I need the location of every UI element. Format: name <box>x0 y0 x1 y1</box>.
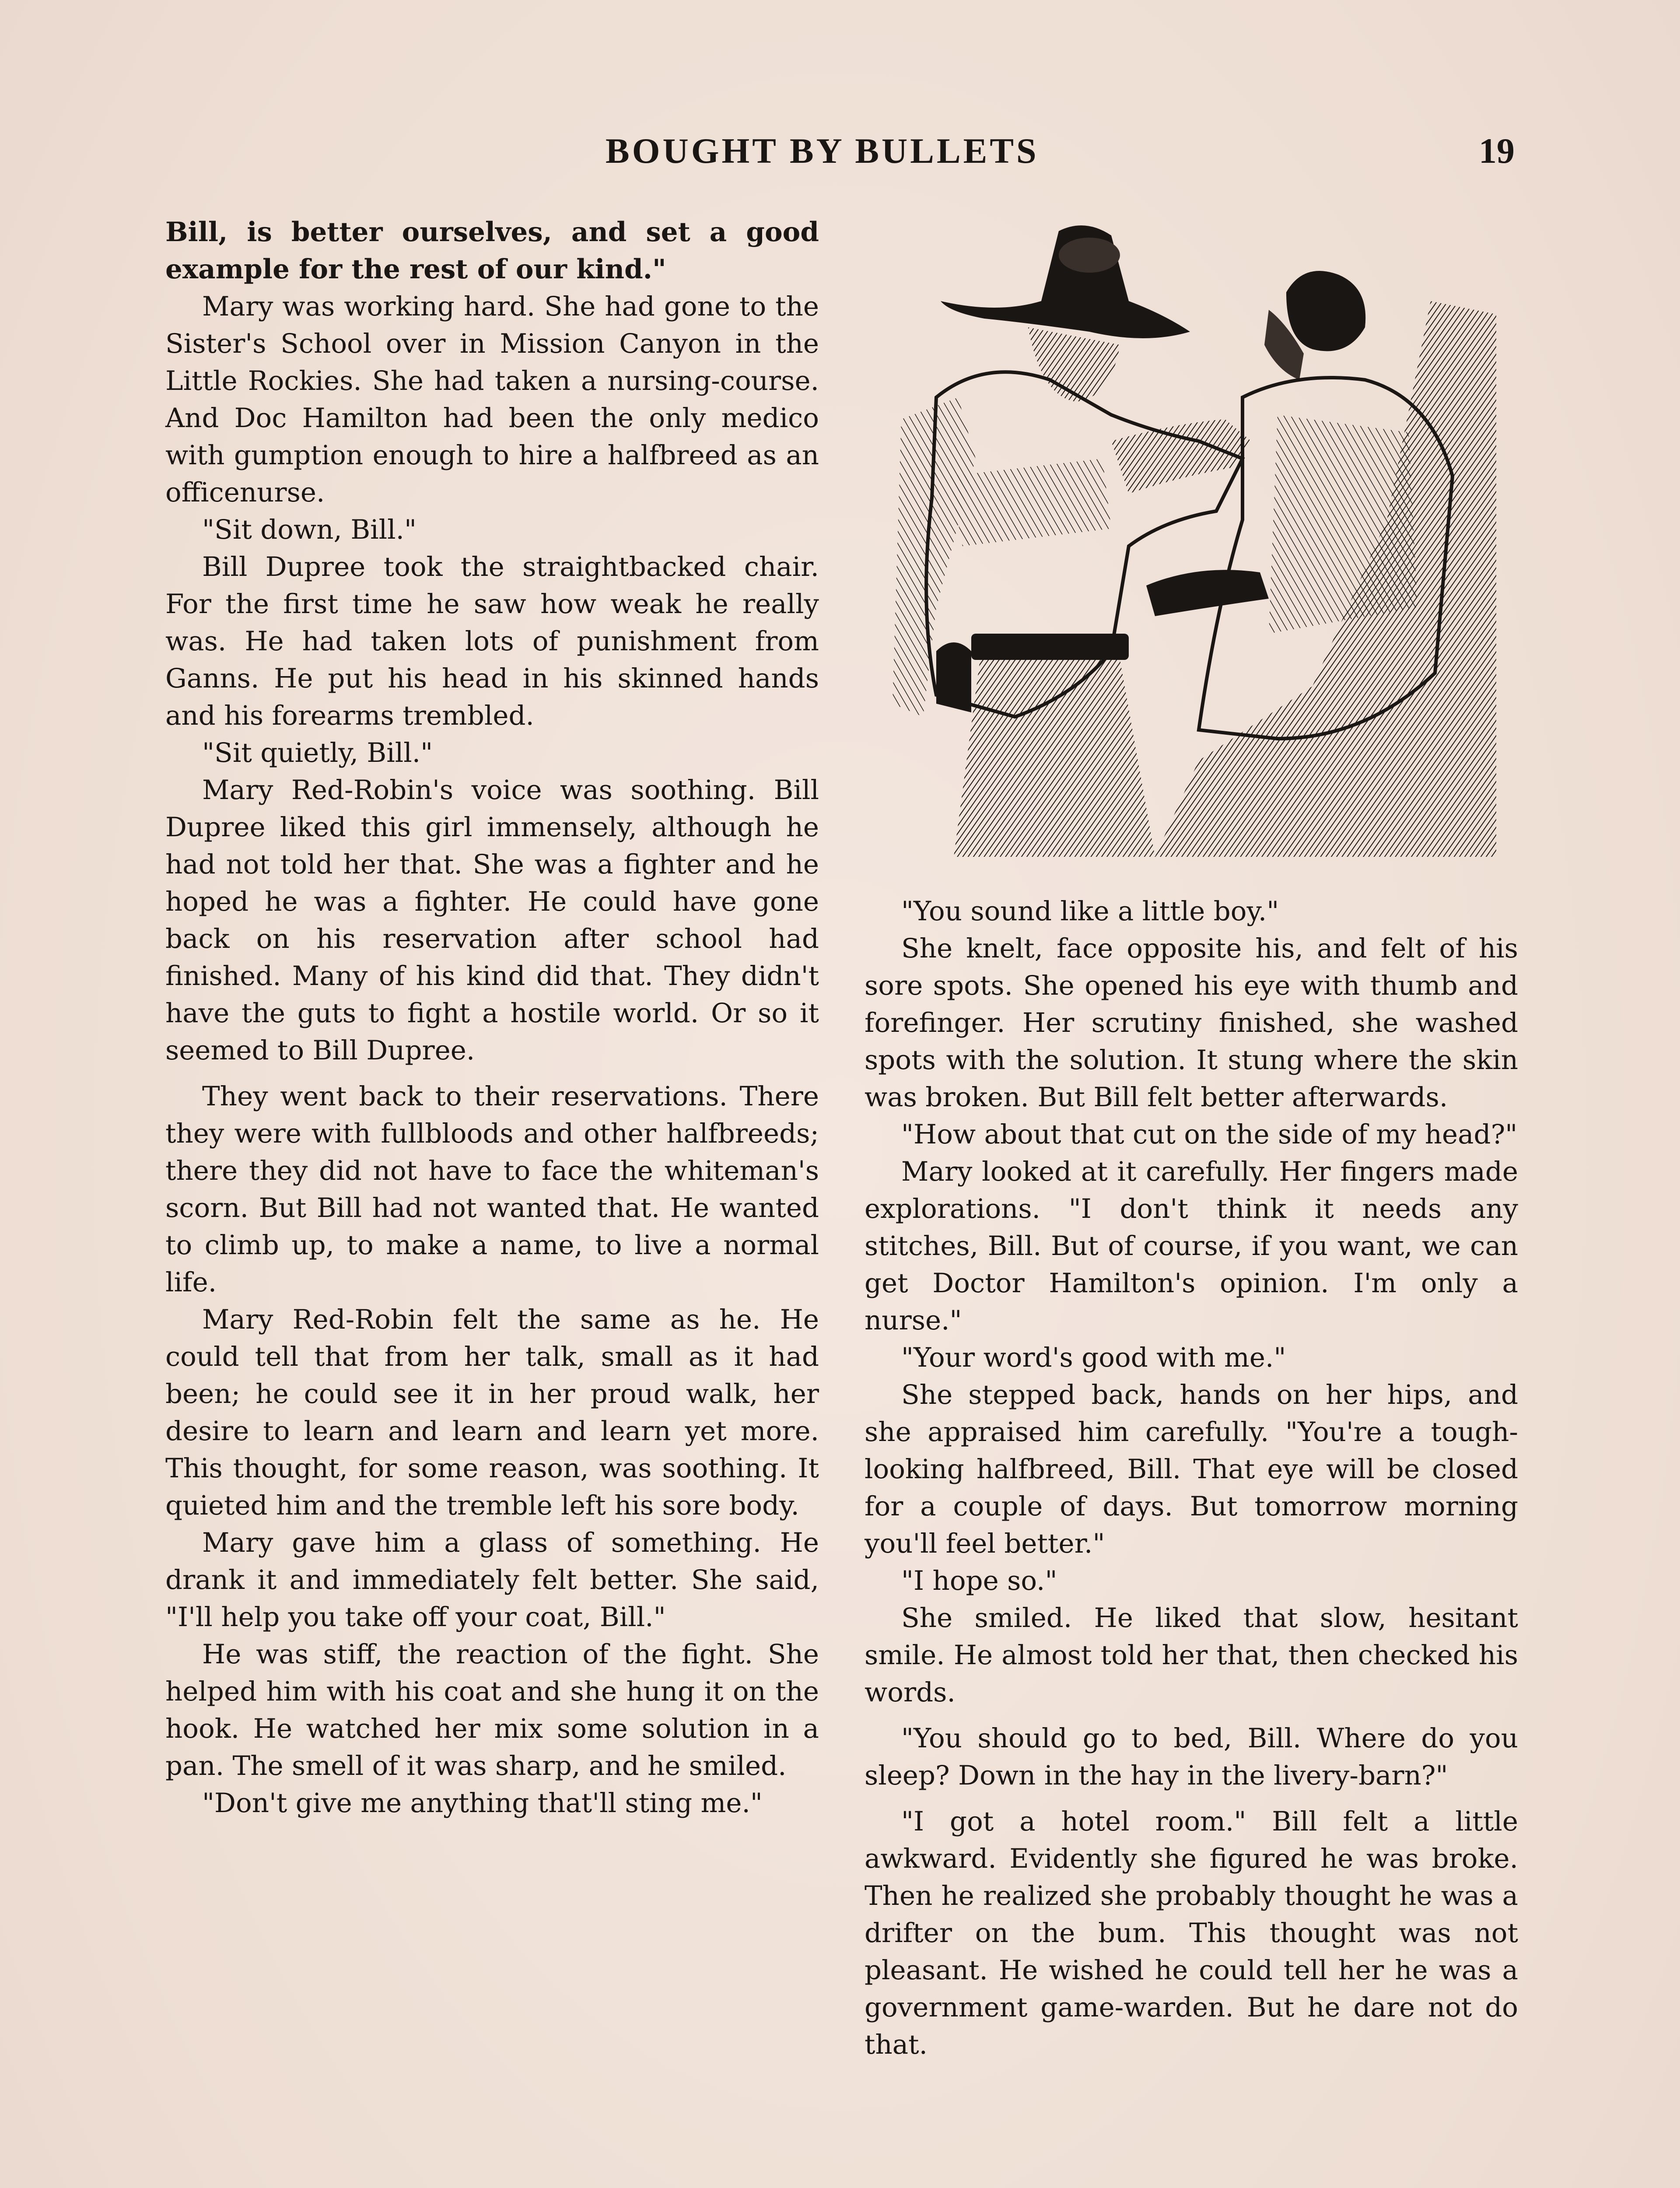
paragraph: He was stiff, the reaction of the fight. She helped him with his coat and she hung it on the hook. He watched her mix some solution in a pan. The smell of it was sharp, and he smiled. <box>165 1639 819 1781</box>
paragraph: "Sit quietly, Bill." <box>202 737 433 768</box>
paragraph: "Don't give me anything that'll sting me." <box>202 1788 763 1819</box>
paragraph: Bill, is better ourselves, and set a good example for the rest of our kind." <box>165 217 819 285</box>
paragraph: "Your word's good with me." <box>901 1342 1286 1373</box>
paragraph: She smiled. He liked that slow, hesitant smile. He almost told her that, then checked his words. <box>864 1602 1518 1708</box>
paragraph: Mary Red-Robin's voice was soothing. Bill Dupree liked this girl immensely, although he had not told her that. She was a fighter and he hoped he was a fighter. He could have gone back on his reservation after school had finished. Many of his kind did that. They didn't have the guts to fight a hostile world. Or so it seemed to Bill Dupree. <box>165 775 819 1066</box>
page-header <box>0 127 1680 175</box>
running-title: BOUGHT BY BULLETS <box>606 131 1039 171</box>
left-text-column <box>165 214 819 1822</box>
paragraph: She knelt, face opposite his, and felt of his sore spots. She opened his eye with thumb and forefinger. Her scrutiny finished, she washed spots with the solution. It stung where the skin was broken. But Bill felt better afterwards. <box>864 933 1518 1113</box>
paragraph: "How about that cut on the side of my head?" <box>901 1119 1518 1150</box>
paragraph: Mary was working hard. She had gone to the Sister's School over in Mission Canyon in the Little Rockies. She had taken a nursing-course. And Doc Hamilton had been the only medico with gumption enough to hire a halfbreed as an officenurse. <box>165 291 819 508</box>
fight-illustration <box>884 214 1496 857</box>
right-text-column <box>864 893 1518 2063</box>
paragraph: "I got a hotel room." Bill felt a little awkward. Evidently she figured he was broke. Then he realized she probably thought he was a drifter on the bum. This thought was not pleasant. He wished he could tell her he was a government game-warden. But he dare not do that. <box>864 1806 1518 2060</box>
paragraph: "I hope so." <box>901 1565 1057 1596</box>
paragraph: Bill Dupree took the straightbacked chair. For the first time he saw how weak he really was. He had taken lots of punishment from Ganns. He put his head in his skinned hands and his forearms trembled. <box>165 551 819 731</box>
paragraph: Mary Red-Robin felt the same as he. He could tell that from her talk, small as it had been; he could see it in her proud walk, her desire to learn and learn and learn yet more. This thought, for some reason, was soothing. It quieted him and the tremble left his sore body. <box>165 1304 819 1521</box>
paragraph: She stepped back, hands on her hips, and she appraised him carefully. "You're a tough-looking halfbreed, Bill. That eye will be closed for a couple of days. But tomorrow morning you'll feel better." <box>864 1379 1518 1559</box>
paragraph: "You should go to bed, Bill. Where do you sleep? Down in the hay in the livery-barn?" <box>864 1723 1518 1791</box>
paragraph: They went back to their reservations. There they were with fullbloods and other halfbreeds; there they did not have to face the whiteman's scorn. But Bill had not wanted that. He wanted to climb up, to make a name, to live a normal life. <box>165 1081 819 1298</box>
paragraph: "You sound like a little boy." <box>901 896 1279 927</box>
paragraph: Mary gave him a glass of something. He drank it and immediately felt better. She said, "I'll help you take off your coat, Bill." <box>165 1527 819 1633</box>
paragraph: "Sit down, Bill." <box>202 514 417 545</box>
paragraph: Mary looked at it carefully. Her fingers made explorations. "I don't think it needs any stitches, Bill. But of course, if you want, we can get Doctor Hamilton's opinion. I'm only a nurse." <box>864 1156 1518 1336</box>
page-number: 19 <box>1479 131 1515 171</box>
